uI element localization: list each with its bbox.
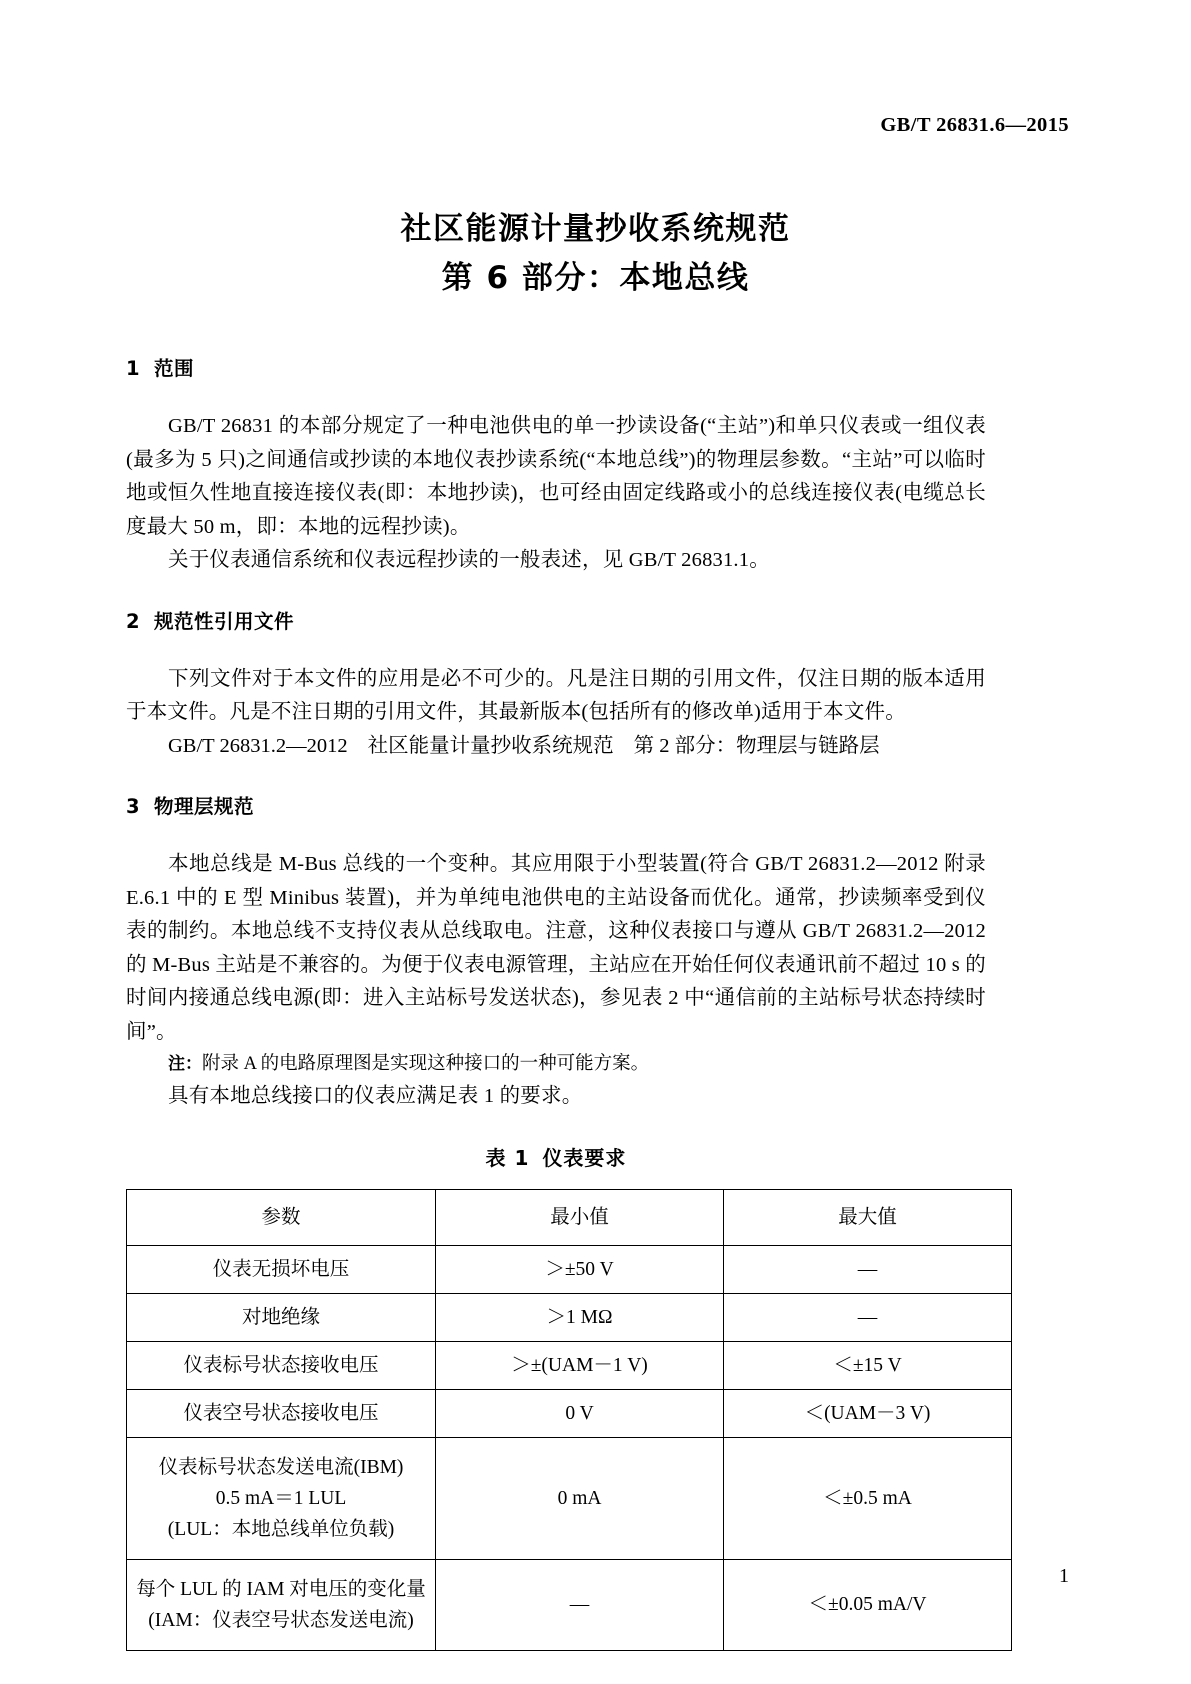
table-cell-max	[724, 1559, 1012, 1650]
table-row	[127, 1293, 1012, 1341]
document-body	[126, 355, 986, 1651]
section-title-3: 物理层规范	[154, 795, 255, 818]
document-title-line-2: 第 6 部分：本地总线	[441, 260, 750, 296]
table-cell-parameter: 对地绝缘	[127, 1293, 436, 1341]
table-caption-title: 仪表要求	[542, 1145, 627, 1170]
section-heading-3	[126, 793, 986, 821]
table-cell-min: 0 V	[436, 1389, 724, 1437]
normative-reference-entry	[126, 730, 986, 764]
table-row	[127, 1245, 1012, 1293]
table-cell-max: ＜±15 V	[724, 1341, 1012, 1389]
section-3-paragraph-1: 本地总线是 M-Bus 总线的一个变种。其应用限于小型装置(符合 GB/T 26831.2—2012 附录 E.6.1 中的 E 型 Minibus 装置)，并为单纯电池供电的主站设备而优化。通常，抄读频率受到仪表的制约。本地总线不支持仪表从总线取电。注意，这种仪表接口与遵从 GB/T 26831.2—2012 的 M-Bus 主站是不兼容的。为便于仪表电源管理，主站应在开始任何仪表通讯前不超过 10 s 的时间内接通总线电源(即：进入主站标号发送状态)，参见表 2 中“通信前的主站标号状态持续时间”。	[126, 853, 986, 1043]
table-cell-min-line-1: 0 mA	[557, 1487, 602, 1509]
table-cell-parameter-line-1: 每个 LUL 的 IAM 对电压的变化量	[136, 1578, 426, 1600]
reference-part: 第 2 部分：物理层与链路层	[633, 734, 880, 757]
table-header-parameter: 参数	[127, 1189, 436, 1245]
section-heading-2	[126, 608, 986, 636]
table-cell-min	[436, 1559, 724, 1650]
table-cell-parameter-line-2: 0.5 mA＝1 LUL	[215, 1487, 347, 1509]
note-label: 注：	[168, 1054, 202, 1074]
section-title-2: 规范性引用文件	[154, 609, 295, 633]
section-1-paragraph-2: 关于仪表通信系统和仪表远程抄读的一般表述，见 GB/T 26831.1。	[168, 549, 770, 571]
table-cell-min	[436, 1437, 724, 1559]
document-title-line-1: 社区能源计量抄收系统规范	[400, 211, 791, 247]
table-row	[127, 1437, 1012, 1559]
section-heading-1	[126, 355, 986, 383]
table-cell-parameter-line-2: (IAM：仪表空号状态发送电流)	[148, 1609, 414, 1631]
section-number-2: 2	[126, 609, 141, 633]
section-3-paragraph-2: 具有本地总线接口的仪表应满足表 1 的要求。	[168, 1085, 583, 1107]
table-header-row	[127, 1189, 1012, 1245]
table-cell-parameter	[127, 1437, 436, 1559]
table-caption-label: 表 1	[485, 1145, 530, 1170]
table-cell-min: ＞±50 V	[436, 1245, 724, 1293]
section-number-1: 1	[126, 357, 141, 380]
reference-id: GB/T 26831.2—2012	[168, 734, 348, 757]
table-cell-max-line-1: ＜±0.05 mA/V	[808, 1594, 927, 1615]
table-cell-max: —	[724, 1245, 1012, 1293]
table-cell-max: —	[724, 1293, 1012, 1341]
table-cell-min: ＞±(UAM－1 V)	[436, 1341, 724, 1389]
table-cell-max-line-1: ＜±0.5 mA	[823, 1487, 912, 1509]
table-cell-parameter: 仪表空号状态接收电压	[127, 1389, 436, 1437]
table-row	[127, 1559, 1012, 1650]
table-cell-parameter-line-1: 仪表标号状态发送电流(IBM)	[158, 1456, 404, 1478]
table-cell-parameter-line-3: (LUL：本地总线单位负载)	[167, 1518, 395, 1540]
table-cell-min-line-1: —	[569, 1594, 590, 1615]
section-3-note	[126, 1049, 986, 1080]
table-cell-parameter	[127, 1559, 436, 1650]
page-number: 1	[1059, 1565, 1069, 1587]
running-header-standard-number: GB/T 26831.6—2015	[880, 114, 1069, 136]
table-header-max: 最大值	[724, 1189, 1012, 1245]
document-title	[0, 205, 1191, 303]
table-row	[127, 1389, 1012, 1437]
note-text: 附录 A 的电路原理图是实现这种接口的一种可能方案。	[202, 1054, 650, 1074]
section-2-paragraph-1: 下列文件对于本文件的应用是必不可少的。凡是注日期的引用文件，仅注日期的版本适用于本文件。凡是不注日期的引用文件，其最新版本(包括所有的修改单)适用于本文件。	[126, 667, 986, 723]
section-number-3: 3	[126, 795, 141, 818]
meter-requirements-table	[126, 1189, 1012, 1651]
section-1-paragraph-1: GB/T 26831 的本部分规定了一种电池供电的单一抄读设备(“主站”)和单只仪表或一组仪表(最多为 5 只)之间通信或抄读的本地仪表抄读系统(“本地总线”)的物理层参数。“主站”可以临时地或恒久性地直接连接仪表(即：本地抄读)，也可经由固定线路或小的总线连接仪表(电缆总长度最大 50 m，即：本地的远程抄读)。	[126, 415, 986, 538]
table-row	[127, 1341, 1012, 1389]
table-cell-parameter: 仪表无损坏电压	[127, 1245, 436, 1293]
table-cell-min: ＞1 MΩ	[436, 1293, 724, 1341]
table-cell-parameter: 仪表标号状态接收电压	[127, 1341, 436, 1389]
table-header-min: 最小值	[436, 1189, 724, 1245]
section-title-1: 范围	[154, 357, 195, 380]
table-body	[127, 1189, 1012, 1650]
reference-title: 社区能量计量抄收系统规范	[367, 734, 614, 757]
table-cell-max: ＜(UAM－3 V)	[724, 1389, 1012, 1437]
table-1-caption	[126, 1142, 986, 1171]
table-cell-max	[724, 1437, 1012, 1559]
